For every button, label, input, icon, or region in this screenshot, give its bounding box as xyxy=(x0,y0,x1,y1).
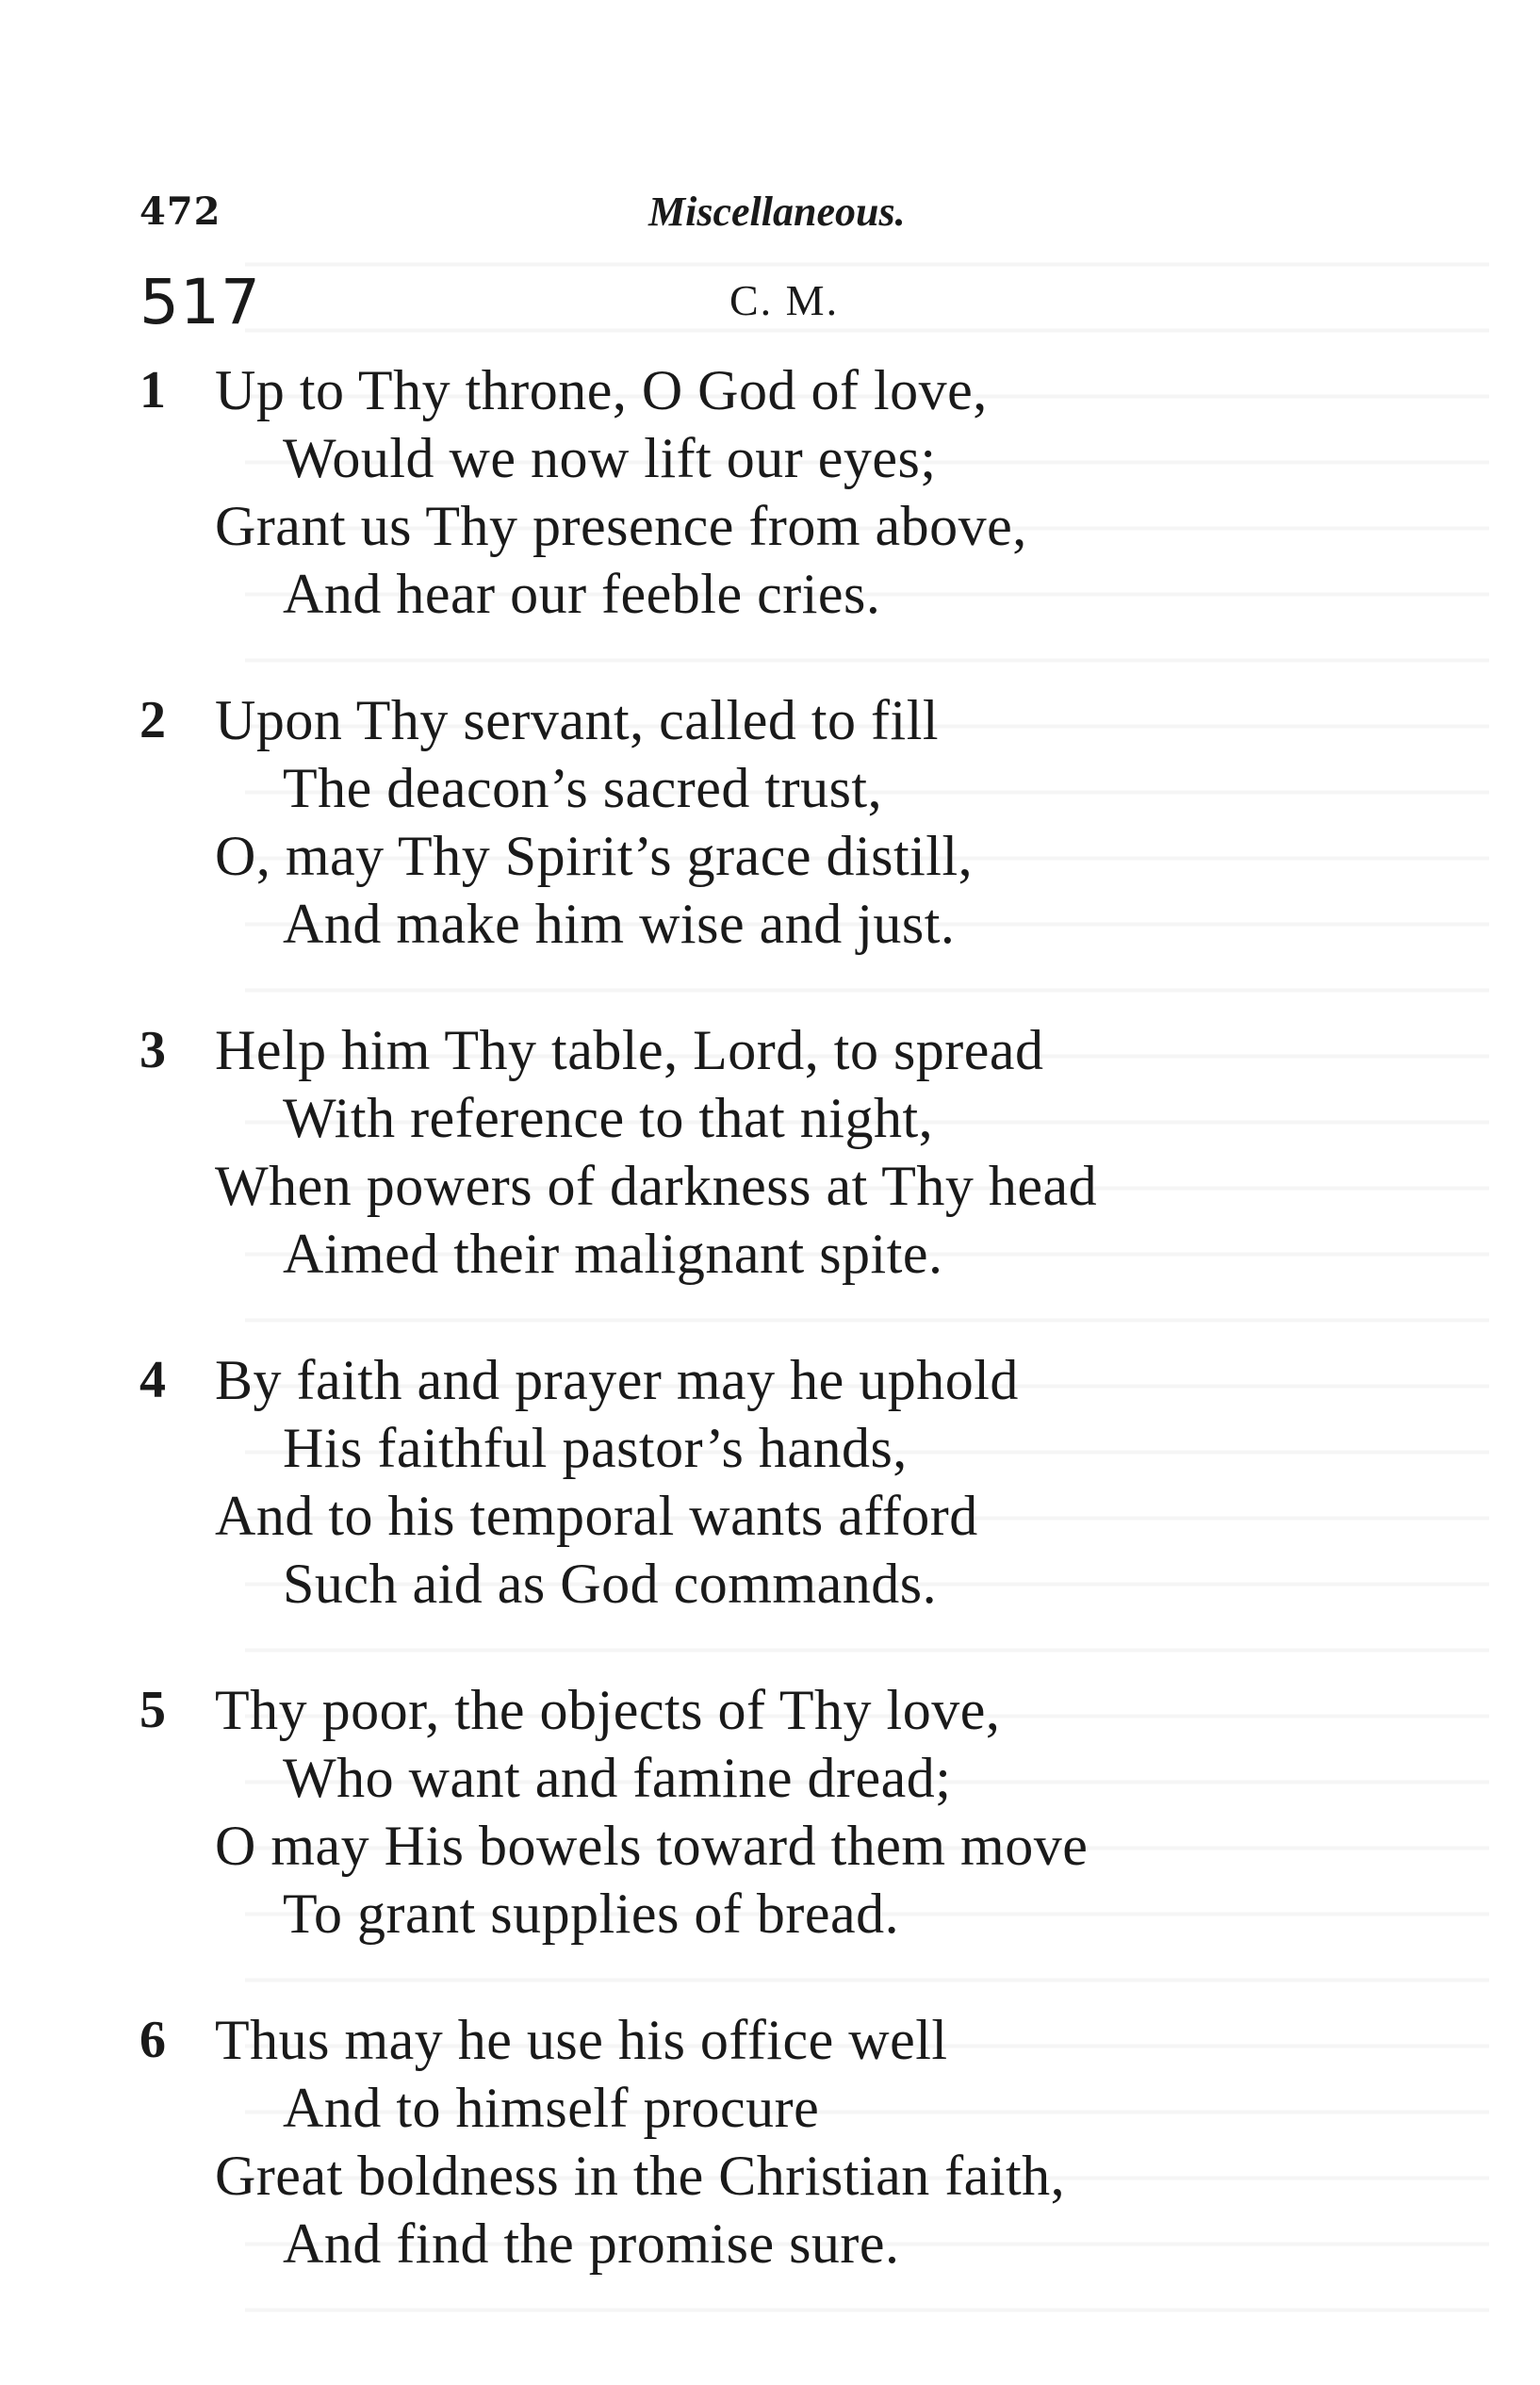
stanza-line: When powers of darkness at Thy head xyxy=(215,1155,1098,1217)
stanza-line: Thus may he use his office well xyxy=(215,2009,948,2071)
page-number: 472 xyxy=(139,189,221,234)
stanza-list xyxy=(139,356,1459,2336)
stanza-line: His faithful pastor’s hands, xyxy=(283,1417,908,1479)
stanza-line: O, may Thy Spirit’s grace distill, xyxy=(215,825,974,887)
stanza-line: Great boldness in the Christian faith, xyxy=(215,2145,1066,2207)
stanza-number: 2 xyxy=(139,691,166,749)
stanza-line: Grant us Thy presence from above, xyxy=(215,495,1027,557)
hymn-meter: C. M. xyxy=(729,276,840,324)
stanza-number: 1 xyxy=(139,361,166,419)
stanza-line: And to himself procure xyxy=(283,2077,820,2139)
stanza-line: And find the promise sure. xyxy=(283,2212,900,2275)
section-title: Miscellaneous. xyxy=(648,189,906,235)
hymn-heading xyxy=(139,266,1402,341)
stanza-line: Up to Thy throne, O God of love, xyxy=(215,359,988,421)
stanza-line: Such aid as God commands. xyxy=(283,1553,938,1615)
stanza-line: Help him Thy table, Lord, to spread xyxy=(215,1019,1044,1081)
stanza-line: And make him wise and just. xyxy=(283,893,956,955)
stanza-2 xyxy=(139,686,1459,1016)
stanza-line: And to his temporal wants afford xyxy=(215,1485,978,1547)
stanza-line: Thy poor, the objects of Thy love, xyxy=(215,1679,1001,1741)
stanza-line: With reference to that night, xyxy=(283,1087,934,1149)
stanza-number: 3 xyxy=(139,1021,166,1079)
stanza-6 xyxy=(139,2006,1459,2336)
stanza-line: Would we now lift our eyes; xyxy=(283,427,937,489)
stanza-line: And hear our feeble cries. xyxy=(283,563,881,625)
stanza-4 xyxy=(139,1346,1459,1676)
stanza-1 xyxy=(139,356,1459,686)
stanza-line: Aimed their malignant spite. xyxy=(283,1223,943,1285)
stanza-5 xyxy=(139,1676,1459,2006)
stanza-number: 6 xyxy=(139,2011,166,2069)
stanza-number: 5 xyxy=(139,1681,166,1739)
stanza-line: Who want and famine dread; xyxy=(283,1747,952,1809)
hymn-number: 517 xyxy=(139,266,261,338)
stanza-line: By faith and prayer may he uphold xyxy=(215,1349,1019,1411)
stanza-3 xyxy=(139,1016,1459,1346)
running-head xyxy=(139,184,1402,240)
stanza-line: O may His bowels toward them move xyxy=(215,1815,1089,1877)
stanza-line: The deacon’s sacred trust, xyxy=(283,757,883,819)
stanza-line: Upon Thy servant, called to fill xyxy=(215,689,940,751)
stanza-number: 4 xyxy=(139,1351,166,1409)
stanza-line: To grant supplies of bread. xyxy=(283,1883,900,1945)
